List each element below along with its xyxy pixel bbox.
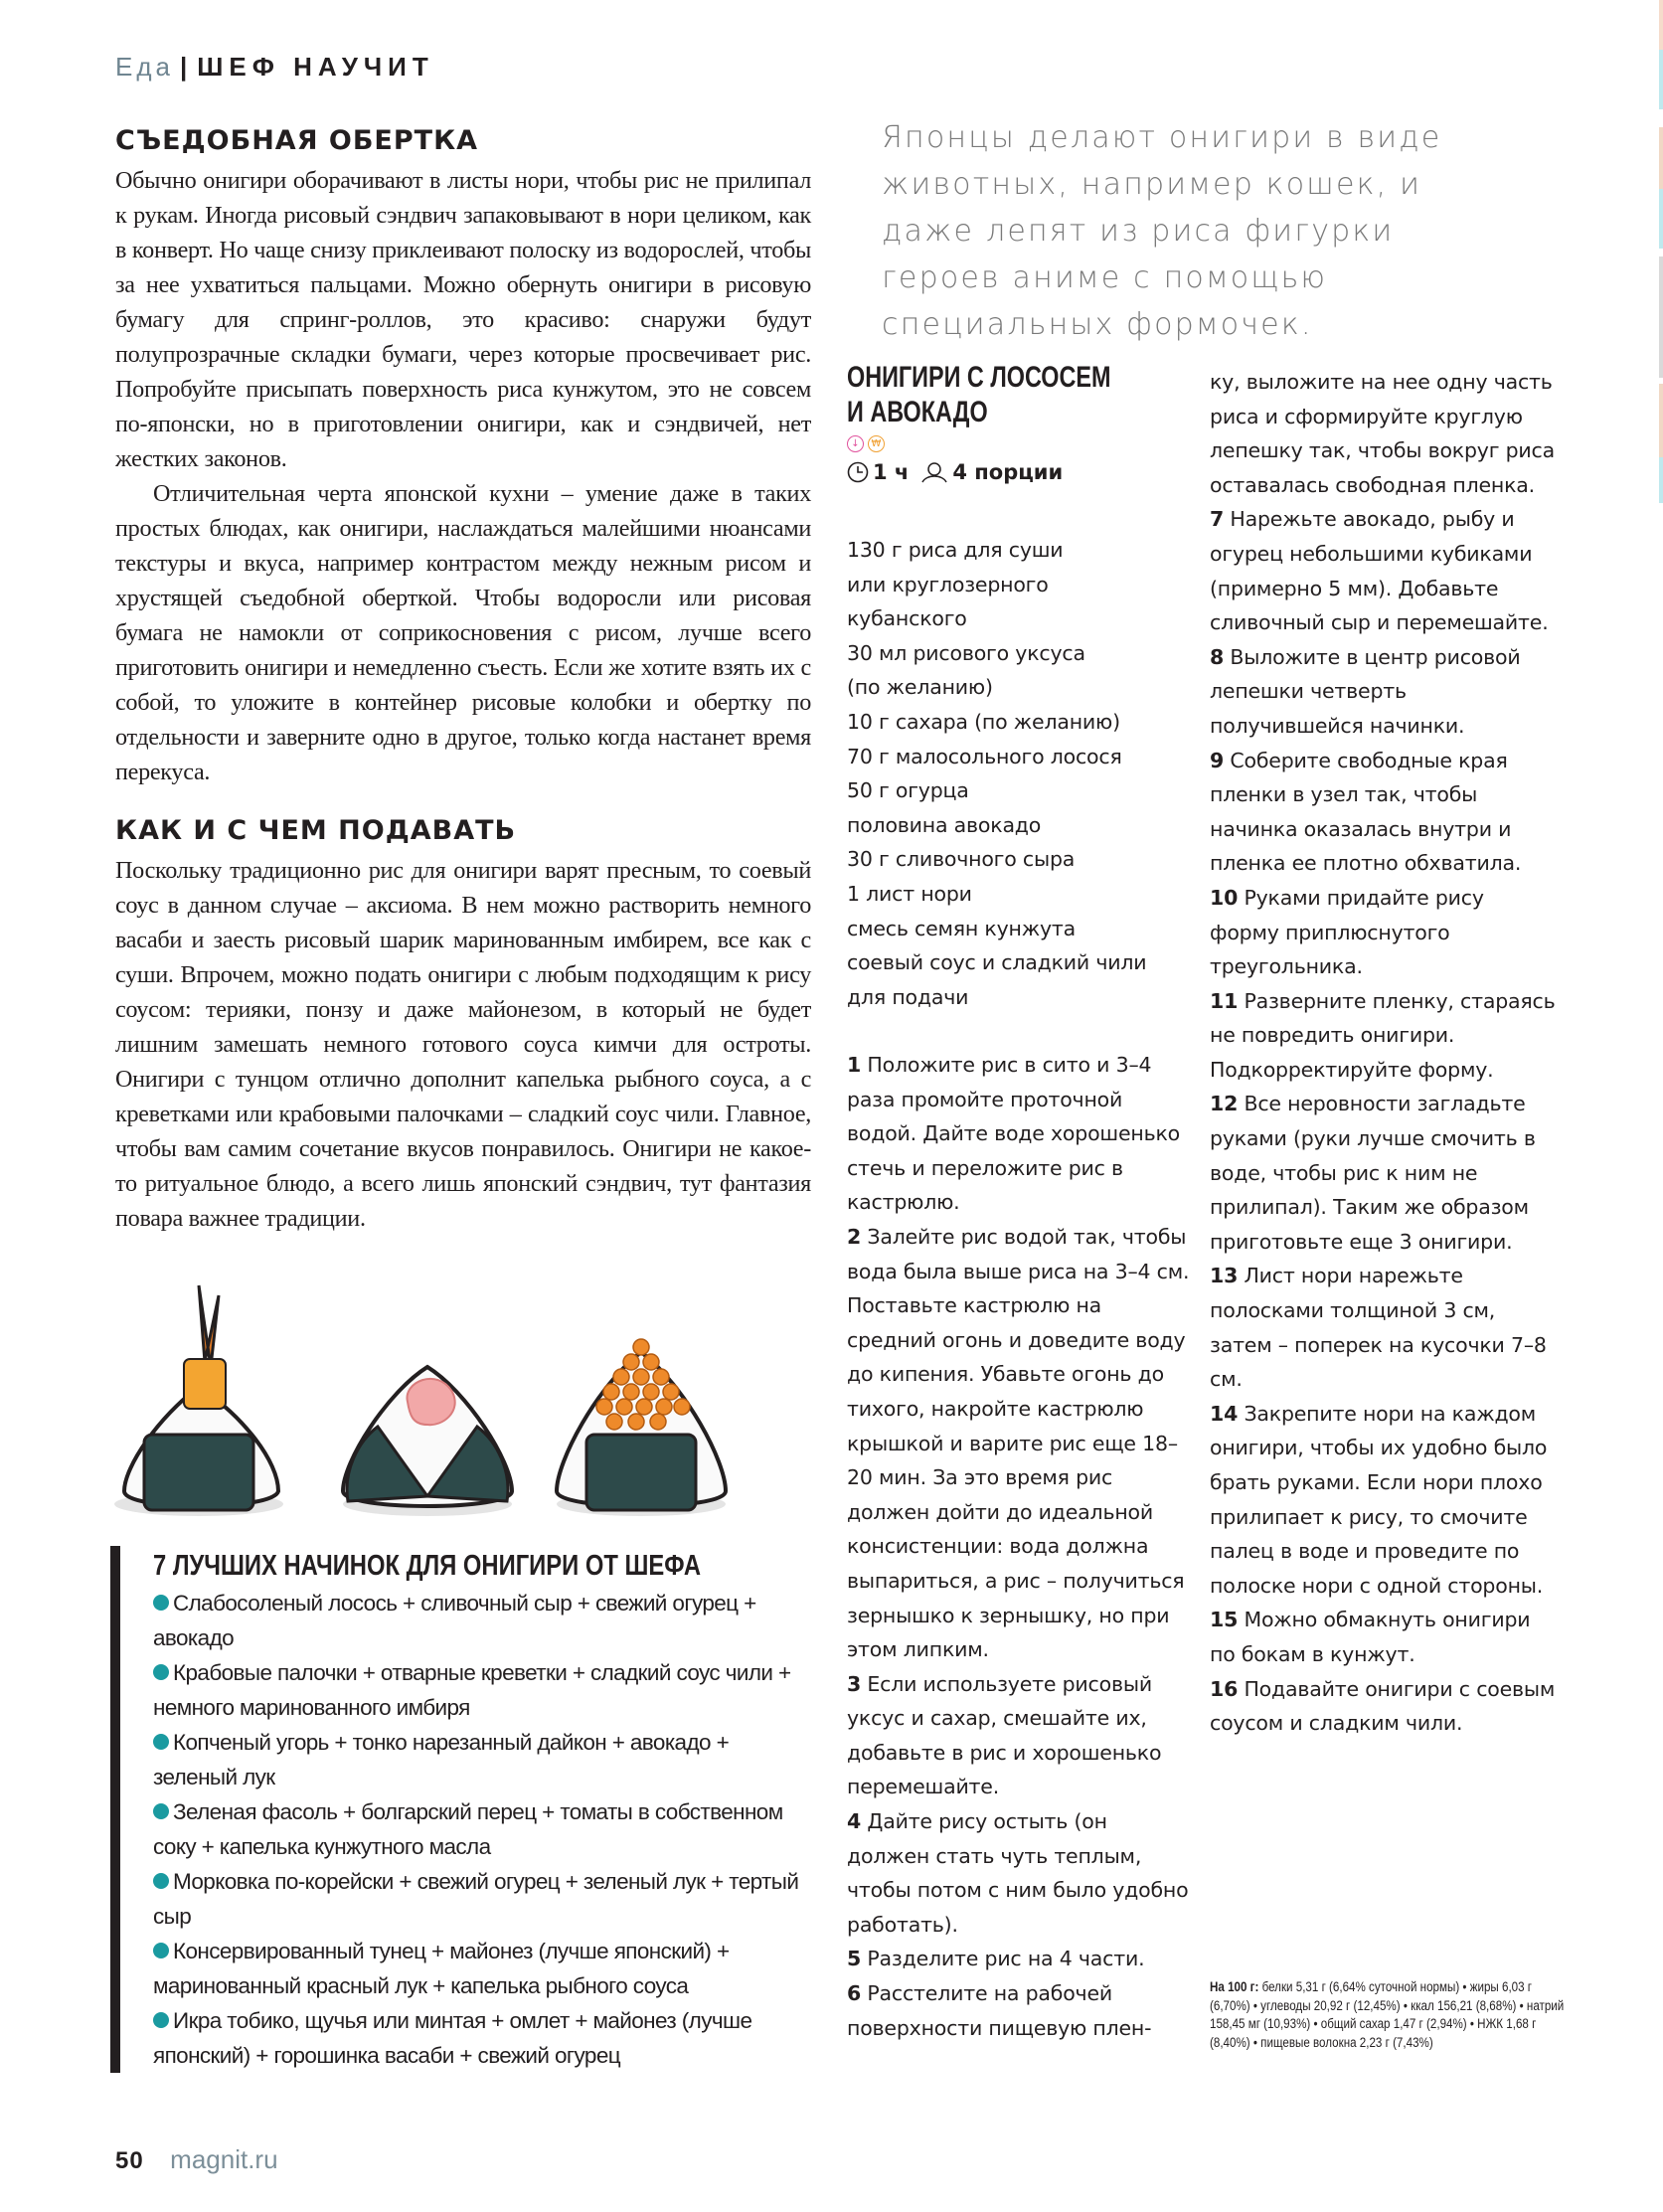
recipe-header — [847, 360, 1195, 484]
page-footer — [115, 2144, 278, 2175]
ingredient-line: 130 г риса для суши — [847, 538, 1064, 562]
filling-item: Икра тобико, щучья или минтая + омлет + майонез (лучше японский) + горошинка васаби + свежий огурец — [153, 2008, 752, 2068]
ingredient-line: 30 мл рисового уксуса — [847, 640, 1085, 665]
ingredient-line: 10 г сахара (по желанию) — [847, 709, 1120, 734]
ginger-onigiri-icon — [343, 1367, 512, 1506]
nutrition-text: белки 5,31 г (6,64% суточной нормы) • жиры 6,03 г (6,70%) • углеводы 20,92 г (12,45%) • ккал 156,21 (8,68%) • натрий 158,45 мг (10,93%) • общий сахар 1,47 г (2,94%) • НЖК 1,68 г (8,40%) • пищевые волокна 2,23 г (7,43%) — [1210, 1979, 1565, 2050]
ingredient-line: 70 г малосольного лосося — [847, 744, 1122, 768]
filling-item: Копченый угорь + тонко нарезанный дайкон + авокадо + зеленый лук — [153, 1730, 730, 1789]
ingredient-line: кубанского — [847, 606, 967, 631]
recipe-steps-col2 — [1210, 365, 1558, 1741]
ingredient-line: смесь семян кунжута — [847, 916, 1077, 940]
onigiri-illustration — [99, 1268, 785, 1521]
recipe-step: 2 Залейте рис водой так, чтобы вода была выше риса на 3–4 см. Поставьте кастрюлю на средний огонь и доведите воду до кипения. Убавьте огонь до тихого, накройте кастрюлю крышкой и варите рис еще 18–20 мин. За это время рис должен дойти до идеальной консистенции: вода должна выпариться, а рис – получиться зернышко к зернышку, но при этом липким. — [847, 1224, 1190, 1662]
recipe-step: 9 Соберите свободные края пленки в узел так, чтобы начинка оказалась внутри и пленка ее плотно обхватила. — [1210, 748, 1522, 876]
section-heading-edible-wrap: СЪЕДОБНАЯ ОБЕРТКА — [115, 125, 479, 156]
article-paragraph: Отличительная черта японской кухни – умение даже в таких простых блюдах, как онигири, наслаждаться малейшими нюансами текстуры и вкуса, например контрастом между нежным рисом и хрустящей съедобной оберткой. Чтобы водоросли или рисовая бумага не намокли от соприкосновения с рисом, лучше всего приготовить онигири и немедленно съесть. Если же хотите взять их с собой, то уложите в контейнер рисовые колобки и обертку по отдельности и заверните одно в другое, только когда настанет время перекуса. — [115, 480, 811, 785]
person-icon — [920, 461, 948, 483]
ingredient-line: 50 г огурца — [847, 778, 969, 803]
recipe-step: 14 Закрепите нори на каждом онигири, чтобы их удобно было брать руками. Если нори плохо прилипает к рису, то смочите палец в воде и проведите по полоске нори с одной стороны. — [1210, 1401, 1548, 1598]
bullet-dot-icon — [153, 2012, 169, 2028]
filling-item: Консервированный тунец + майонез (лучше японский) + маринованный красный лук + капелька рыбного соуса — [153, 1939, 730, 1998]
running-header — [115, 52, 434, 83]
roe-onigiri-icon — [557, 1339, 726, 1510]
recipe-step: 3 Если используете рисовый уксус и сахар, смешайте их, добавьте в рис и хорошенько перемешайте. — [847, 1671, 1162, 1799]
clock-icon — [847, 461, 869, 483]
ingredient-line: соевый соус и сладкий чили — [847, 950, 1147, 975]
article-paragraph: Поскольку традиционно рис для онигири варят пресным, то соевый соус в данном случае – аксиома. В нем можно растворить немного васаби и заесть рисовый шарик маринованным имбирем, все как с суши. Впрочем, можно подать онигири с любым подходящим к рису соусом: терияки, понзу и даже майонезом, в который не будет лишним замешать немного готового соуса кимчи для остроты. Онигири с тунцом отлично дополнит капелька рыбного соуса, а с креветками или крабовыми палочками – сладкий соус чили. Главное, чтобы вам самим сочетание вкусов понравилось. Онигири не какое-то ритуальное блюдо, а всего лишь японский сэндвич, тут фантазия повара важнее традиции. — [115, 857, 811, 1232]
bullet-dot-icon — [153, 1803, 169, 1819]
article-column — [115, 119, 811, 1236]
bullet-dot-icon — [153, 1943, 169, 1958]
recipe-title-line1: ОНИГИРИ С ЛОСОСЕМ — [847, 361, 1111, 394]
page-edge-strip — [1659, 0, 1663, 1690]
recipe-meta — [847, 460, 1195, 484]
pull-quote: Японцы делают онигири в виде животных, например кошек, и даже лепят из риса фигурки героев аниме с помощью специальных формочек. — [882, 120, 1442, 342]
section-label: Еда — [115, 52, 174, 82]
recipe-step: 6 Расстелите на рабочей поверхности пищевую плен- — [847, 1981, 1152, 2040]
recipe-step: 13 Лист нори нарежьте полосками толщиной 3 см, затем – поперек на кусочки 7–8 см. — [1210, 1264, 1547, 1392]
shrimp-onigiri-icon — [124, 1285, 278, 1510]
recipe-step-continued: ку, выложите на нее одну часть риса и сформируйте круглую лепешку так, чтобы вокруг риса оставалась свободная пленка. — [1210, 370, 1555, 497]
recipe-step: 10 Руками придайте рису форму приплюснутого треугольника. — [1210, 885, 1484, 979]
fillings-title: 7 ЛУЧШИХ НАЧИНОК ДЛЯ ОНИГИРИ ОТ ШЕФА — [153, 1550, 702, 1582]
recipe-steps-col1 — [847, 1048, 1195, 2045]
recipe-step: 4 Дайте рису остыть (он должен стать чуть теплым, чтобы потом с ним было удобно работать). — [847, 1809, 1189, 1937]
best-fillings-box — [110, 1546, 816, 2073]
ingredient-line: 1 лист нори — [847, 881, 972, 906]
nutrition-label: На 100 г: — [1210, 1979, 1259, 1994]
bullet-dot-icon — [153, 1734, 169, 1750]
fillings-list — [153, 1586, 816, 2073]
recipe-step: 5 Разделите рис на 4 части. — [847, 1947, 1145, 1971]
rubric-label: ШЕФ НАУЧИТ — [197, 52, 434, 82]
filling-item: Крабовые палочки + отварные креветки + сладкий соус чили + немного маринованного имбиря — [153, 1660, 791, 1720]
wheat-icon: ₩ — [868, 435, 885, 452]
cook-time: 1 ч — [873, 460, 910, 484]
bullet-dot-icon — [153, 1595, 169, 1611]
down-arrow-icon: ↓ — [847, 435, 864, 452]
article-paragraph: Обычно онигири оборачивают в листы нори, чтобы рис не прилипал к рукам. Иногда рисовый сэндвич запаковывают в нори целиком, как в конверт. Но чаще снизу приклеивают полоску из водорослей, чтобы за нее ухватиться пальцами. Можно обернуть онигири в рисовую бумагу для спринг-роллов, это красиво: снаружи будут полупрозрачные складки бумаги, через которые просвечивает рис. Попробуйте присыпать поверхность риса кунжутом, это не совсем по-японски, но в приготовлении онигири, как и сэндвичей, нет жестких законов. — [115, 167, 811, 472]
ingredients-list — [847, 533, 1195, 1014]
recipe-step: 8 Выложите в центр рисовой лепешки четверть получившейся начинки. — [1210, 644, 1521, 738]
recipe-badges — [847, 435, 1195, 452]
recipe-step: 16 Подавайте онигири с соевым соусом и сладким чили. — [1210, 1676, 1556, 1736]
ingredient-line: для подачи — [847, 984, 969, 1009]
recipe-step: 12 Все неровности загладьте руками (руки лучше смочить в воде, чтобы рис к ним не прилипал). Таким же образом приготовьте еще 3 онигири. — [1210, 1092, 1536, 1254]
recipe-step: 11 Разверните пленку, стараясь не повредить онигири. Подкорректируйте форму. — [1210, 988, 1556, 1082]
site-link[interactable]: magnit.ru — [170, 2144, 278, 2174]
page-number: 50 — [115, 2147, 144, 2174]
recipe-title-line2: И АВОКАДО — [847, 396, 988, 428]
recipe-step: 7 Нарежьте авокадо, рыбу и огурец небольшими кубиками (примерно 5 мм). Добавьте сливочный сыр и перемешайте. — [1210, 507, 1549, 635]
bullet-dot-icon — [153, 1664, 169, 1680]
bullet-dot-icon — [153, 1873, 169, 1889]
section-heading-how-to-serve: КАК И С ЧЕМ ПОДАВАТЬ — [115, 815, 517, 846]
filling-item: Морковка по-корейски + свежий огурец + зеленый лук + тертый сыр — [153, 1869, 799, 1929]
filling-item: Слабосоленый лосось + сливочный сыр + свежий огурец + авокадо — [153, 1591, 756, 1650]
recipe-step: 1 Положите рис в сито и 3–4 раза промойте проточной водой. Дайте воде хорошенько стечь и переложите рис в кастрюлю. — [847, 1053, 1181, 1215]
servings: 4 порции — [952, 460, 1064, 484]
ingredient-line: половина авокадо — [847, 812, 1042, 837]
filling-item: Зеленая фасоль + болгарский перец + томаты в собственном соку + капелька кунжутного масла — [153, 1799, 783, 1859]
header-divider: | — [179, 52, 192, 82]
ingredient-line: 30 г сливочного сыра — [847, 847, 1076, 872]
ingredient-line: или круглозерного — [847, 572, 1049, 596]
nutrition-facts — [1210, 1978, 1569, 2052]
recipe-step: 15 Можно обмакнуть онигири по бокам в кунжут. — [1210, 1608, 1531, 1666]
ingredient-line: (по желанию) — [847, 675, 993, 700]
